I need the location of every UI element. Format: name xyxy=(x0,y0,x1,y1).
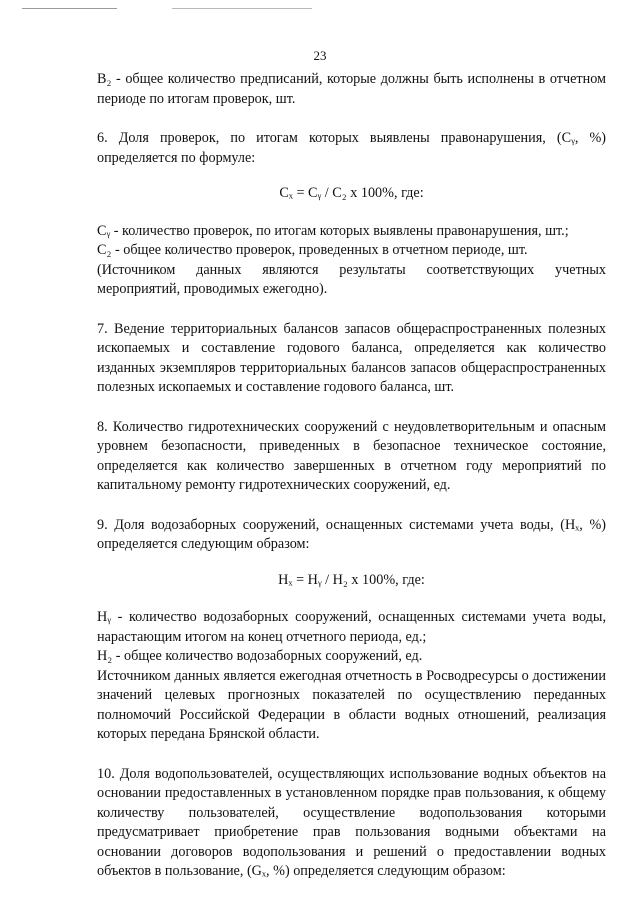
bz-definition: B₂ - общее количество предписаний, которые должны быть исполнены в отчетном периоде по итогам проверок, шт. xyxy=(97,71,606,107)
paragraph-9-source: Источником данных является ежегодная отчетность в Росводресурсы о достижении значений целевых прогнозных показателей по осуществлению переданных полномочий Российской Федерации в области водных отношений, реализация которых передана Брянской области. xyxy=(97,667,606,742)
page-number: 23 xyxy=(313,48,327,63)
cy-definition: Cᵧ - количество проверок, по итогам которых выявлены правонарушения, шт.; xyxy=(97,222,569,239)
paragraph-7: 7. Ведение территориальных балансов запасов общераспространенных полезных ископаемых и составление годового баланса, определяется как количество изданных экземпляров территориальных балансов запасов общераспространенных полезных ископаемых и составление годового баланса, шт. xyxy=(97,320,606,395)
formula-h: Hₓ = Hᵧ / H₂ x 100%, где: xyxy=(278,571,425,588)
cz-definition: C₂ - общее количество проверок, проведенных в отчетном периоде, шт. xyxy=(97,242,528,258)
scan-artifact-line xyxy=(172,8,312,9)
paragraph-8: 8. Количество гидротехнических сооружений с неудовлетворительным и опасным уровнем безопасности, приведенных в безопасное техническое состояние, определяется как количество завершенных в отчетном году мероприятий по капитальному ремонту гидротехнических сооружений, ед. xyxy=(97,418,606,493)
paragraph-6-source: (Источником данных являются результаты соответствующих учетных мероприятий, проводимых ежегодно). xyxy=(97,261,606,297)
scan-artifact-line xyxy=(22,8,117,9)
document-body xyxy=(97,70,606,882)
hy-definition: Hᵧ - количество водозаборных сооружений, оснащенных системами учета воды, нарастающим итогом на конец отчетного периода, ед.; xyxy=(97,609,606,645)
formula-c: Cₓ = Cᵧ / C₂ x 100%, где: xyxy=(279,185,424,201)
paragraph-9: 9. Доля водозаборных сооружений, оснащенных системами учета воды, (Hₓ, %) определяется следующим образом: xyxy=(97,516,606,552)
paragraph-10: 10. Доля водопользователей, осуществляющих использование водных объектов на основании предоставленных в установленном порядке прав пользования, к общему количеству пользователей, осуществление водопользования которыми предусматривает приобретение прав пользования водными объектами на основании договоров водопользования и решений о предоставлении водных объектов в пользование, (Gₓ, %) определяется следующим образом: xyxy=(97,765,606,879)
paragraph-6: 6. Доля проверок, по итогам которых выявлены правонарушения, (Cᵧ, %) определяется по формуле: xyxy=(97,130,606,166)
hz-definition: H₂ - общее количество водозаборных сооружений, ед. xyxy=(97,648,423,664)
